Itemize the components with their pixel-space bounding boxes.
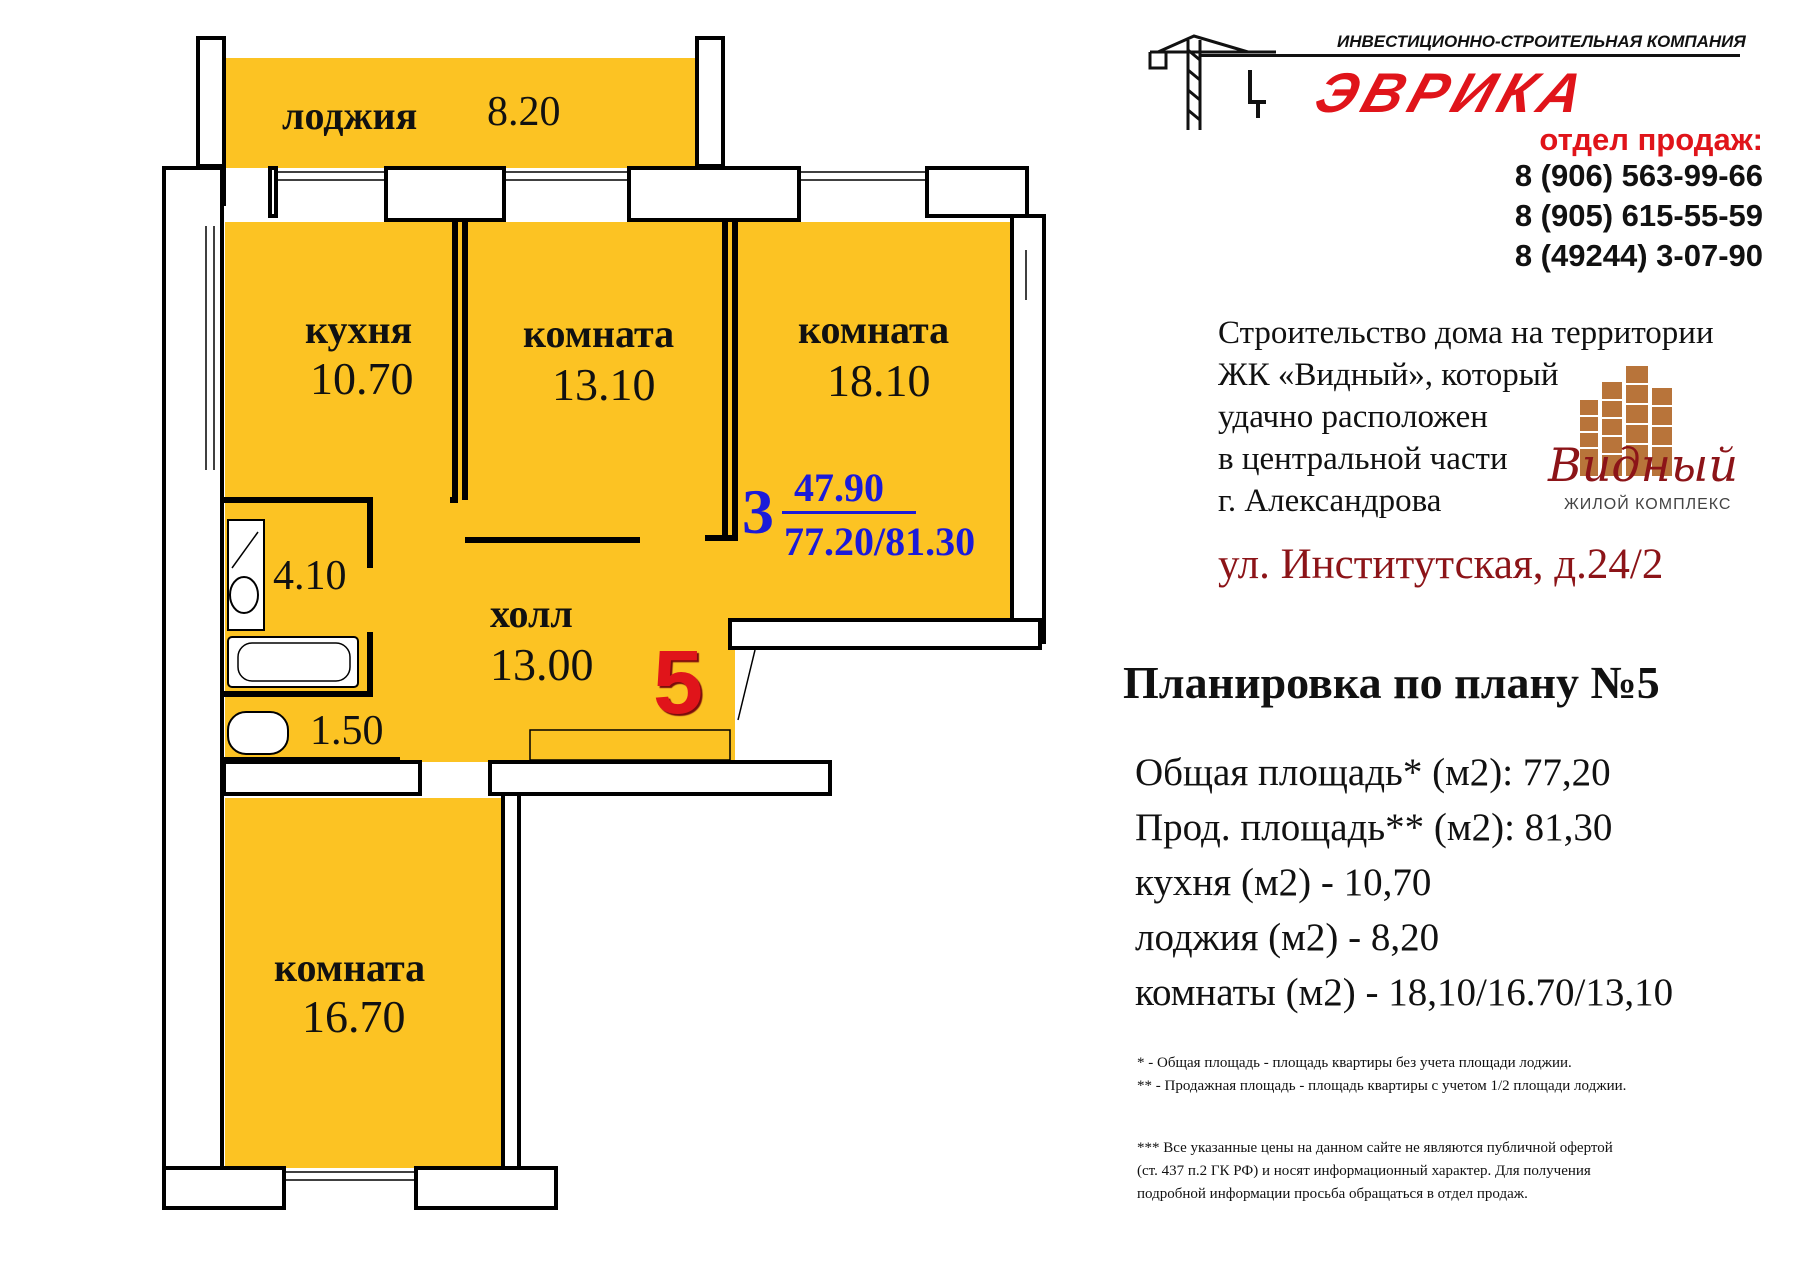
loggia-name: лоджия	[282, 93, 418, 138]
description-line-5: г. Александрова	[1218, 483, 1442, 519]
rooms-count: 3	[742, 476, 774, 547]
total-areas: 77.20/81.30	[784, 519, 976, 564]
window-kitchen	[276, 172, 386, 180]
spec-loggia: лоджия (м2) - 8,20	[1135, 916, 1440, 959]
wall-loggia-right	[697, 38, 723, 166]
wall-loggia-left	[198, 38, 224, 166]
kitchen-name: кухня	[305, 307, 413, 352]
wall-pier-1	[270, 168, 276, 216]
disclaimer-line-1: *** Все указанные цены на данном сайте не являются публичной офертой	[1137, 1140, 1613, 1156]
room1-name: комната	[523, 311, 675, 356]
window-room1	[504, 172, 629, 180]
room2-area: 18.10	[827, 355, 931, 406]
company-logo: ЭВРИКА	[1307, 61, 1598, 124]
hall-name: холл	[490, 591, 573, 636]
description-line-4: в центральной части	[1218, 441, 1508, 477]
wall-room3-right	[503, 794, 519, 1168]
wall-bottom-left	[164, 1168, 284, 1208]
wall-pier-2	[386, 168, 504, 220]
footnote-2: ** - Продажная площадь - площадь квартиры с учетом 1/2 площади лоджии.	[1137, 1078, 1627, 1094]
description-line-3: удачно расположен	[1218, 399, 1488, 435]
kitchen-area: 10.70	[310, 353, 414, 404]
wall-pier-3	[629, 168, 799, 220]
spec-sale-area: Прод. площадь** (м2): 81,30	[1135, 806, 1613, 849]
wall-right	[1012, 216, 1044, 642]
complex-logo-name: Видный	[1548, 438, 1738, 492]
spec-total-area: Общая площадь* (м2): 77,20	[1135, 751, 1611, 794]
plan-number-badge: 5	[653, 633, 704, 733]
living-area: 47.90	[794, 465, 884, 510]
window-room3	[284, 1172, 416, 1180]
sales-title: отдел продаж:	[1539, 122, 1763, 157]
sales-phone-3[interactable]: 8 (49244) 3-07-90	[1514, 238, 1763, 273]
hall-area: 13.00	[490, 639, 594, 690]
plan-title: Планировка по плану №5	[1123, 657, 1660, 708]
spec-rooms: комнаты (м2) - 18,10/16.70/13,10	[1135, 971, 1674, 1014]
room3-area: 16.70	[302, 991, 406, 1042]
loggia-area: 8.20	[487, 89, 561, 135]
sales-phone-1[interactable]: 8 (906) 563-99-66	[1514, 158, 1763, 193]
disclaimer-line-2: (ст. 437 п.2 ГК РФ) и носят информационный характер. Для получения	[1137, 1163, 1591, 1179]
spec-kitchen: кухня (м2) - 10,70	[1135, 861, 1432, 904]
sales-phone-2[interactable]: 8 (905) 615-55-59	[1514, 198, 1763, 233]
address: ул. Институтская, д.24/2	[1218, 541, 1664, 588]
room1-area: 13.10	[552, 359, 656, 410]
wall-hall-bottom	[490, 762, 830, 794]
disclaimer-line-3: подробной информации просьба обращаться в отдел продаж.	[1137, 1186, 1528, 1202]
description-line-1: Строительство дома на территории	[1218, 315, 1714, 351]
room3-name: комната	[274, 945, 426, 990]
fraction-line	[782, 511, 916, 514]
entry-door	[738, 650, 755, 720]
company-logo-bar	[1200, 54, 1740, 57]
wall-pier-4	[927, 168, 1027, 216]
bath-area: 4.10	[273, 553, 347, 599]
company-tagline: ИНВЕСТИЦИОННО-СТРОИТЕЛЬНАЯ КОМПАНИЯ	[1337, 32, 1746, 51]
room2-name: комната	[798, 307, 950, 352]
window-room2	[799, 172, 927, 180]
complex-logo-subtitle: ЖИЛОЙ КОМПЛЕКС	[1564, 496, 1732, 513]
wall-bottom-right	[416, 1168, 556, 1208]
wall-hall-left	[224, 762, 420, 794]
crane-icon	[1148, 30, 1278, 134]
wall-hall-top	[730, 620, 1040, 648]
toilet-icon	[228, 712, 288, 754]
description-line-2: ЖК «Видный», который	[1218, 357, 1559, 393]
sink-icon	[230, 577, 258, 613]
wc-area: 1.50	[310, 708, 384, 754]
bathtub-inner	[238, 643, 350, 681]
footnote-1: * - Общая площадь - площадь квартиры без учета площади лоджии.	[1137, 1055, 1572, 1071]
